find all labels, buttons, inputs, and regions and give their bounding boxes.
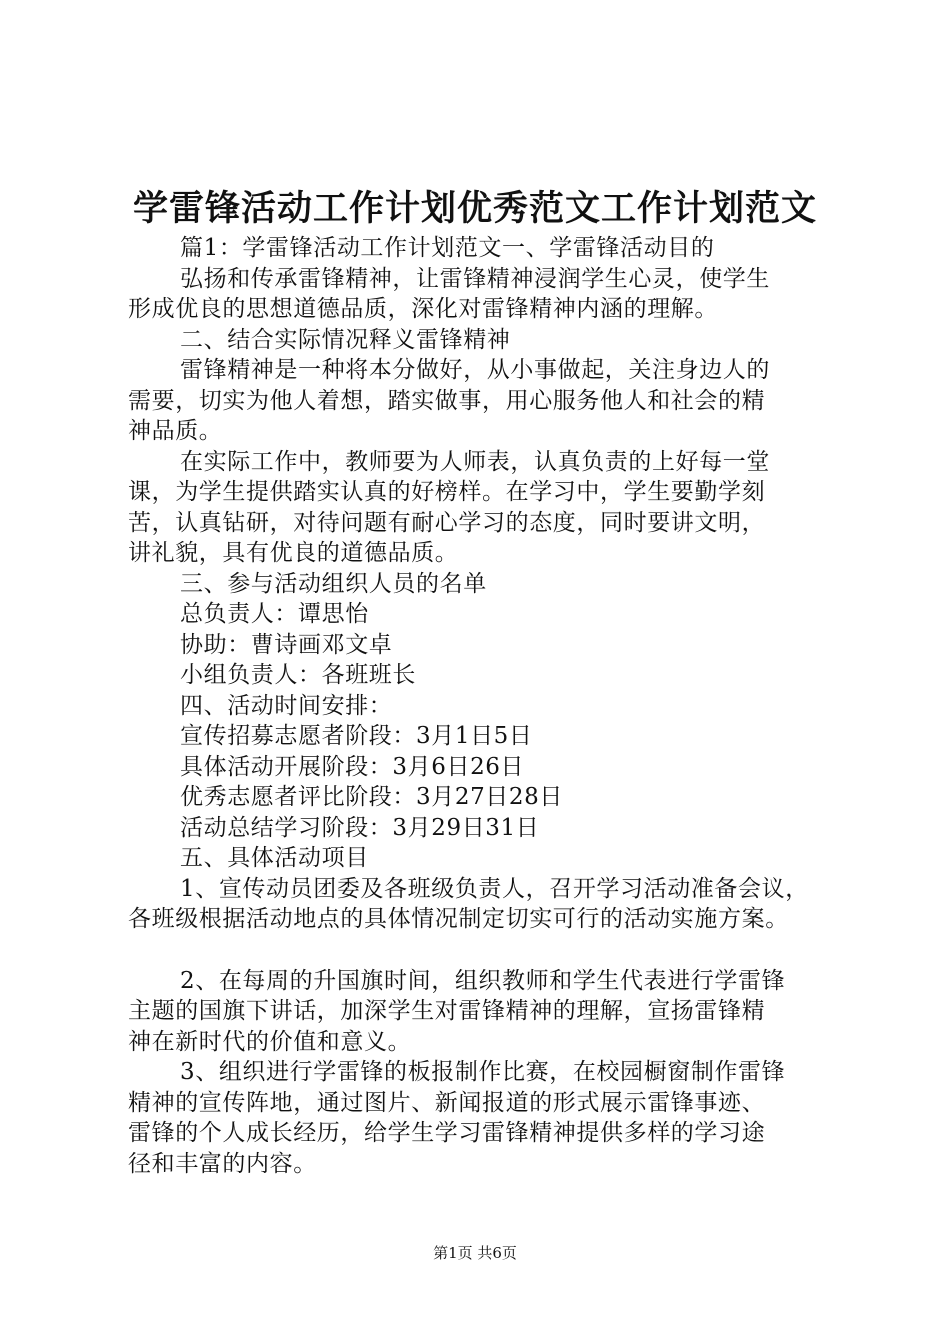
document-body xyxy=(128,233,853,1179)
paragraph-line: 神品质。 xyxy=(128,418,223,444)
section-heading: 五、具体活动项目 xyxy=(180,845,369,871)
paragraph-line: 在实际工作中，教师要为人师表，认真负责的上好每一堂 xyxy=(180,448,770,475)
list-item: 总负责人：谭思怡 xyxy=(180,601,369,627)
list-item: 协助：曹诗画邓文卓 xyxy=(180,631,393,658)
paragraph-line: 各班级根据活动地点的具体情况制定切实可行的活动实施方案。 xyxy=(128,906,789,932)
paragraph-line: 需要，切实为他人着想，踏实做事，用心服务他人和社会的精 xyxy=(128,387,766,414)
schedule-item: 宣传招募志愿者阶段：3月1日5日 xyxy=(180,723,533,749)
paragraph-line: 篇1：学雷锋活动工作计划范文一、学雷锋活动目的 xyxy=(180,235,715,261)
paragraph-line: 主题的国旗下讲话，加深学生对雷锋精神的理解，宣扬雷锋精 xyxy=(128,998,766,1024)
section-heading: 三、参与活动组织人员的名单 xyxy=(180,570,487,597)
paragraph-line: 雷锋精神是一种将本分做好，从小事做起，关注身边人的 xyxy=(180,357,770,383)
document-title: 学雷锋活动工作计划优秀范文工作计划范文 xyxy=(132,188,817,229)
schedule-item: 优秀志愿者评比阶段：3月27日28日 xyxy=(180,784,563,810)
schedule-item: 活动总结学习阶段：3月29日31日 xyxy=(180,814,540,841)
paragraph-line: 苦，认真钻研，对待问题有耐心学习的态度，同时要讲文明， xyxy=(128,509,766,536)
page-number-footer: 第1页 共6页 xyxy=(433,1244,517,1262)
paragraph-line: 弘扬和传承雷锋精神，让雷锋精神浸润学生心灵，使学生 xyxy=(180,265,770,292)
schedule-item: 具体活动开展阶段：3月6日26日 xyxy=(180,753,525,780)
paragraph-line: 雷锋的个人成长经历，给学生学习雷锋精神提供多样的学习途 xyxy=(128,1120,766,1146)
paragraph-line: 3、组织进行学雷锋的板报制作比赛，在校园橱窗制作雷锋 xyxy=(180,1059,786,1085)
paragraph-line: 2、在每周的升国旗时间，组织教师和学生代表进行学雷锋 xyxy=(180,967,786,994)
paragraph-line: 课，为学生提供踏实认真的好榜样。在学习中，学生要勤学刻 xyxy=(128,479,766,505)
paragraph-line: 形成优良的思想道德品质，深化对雷锋精神内涵的理解。 xyxy=(128,296,718,322)
paragraph-line: 1、宣传动员团委及各班级负责人，召开学习活动准备会议， xyxy=(180,875,809,902)
section-heading: 四、活动时间安排： xyxy=(180,692,393,719)
section-heading: 二、结合实际情况释义雷锋精神 xyxy=(180,326,511,353)
list-item: 小组负责人：各班班长 xyxy=(180,662,416,688)
paragraph-line: 径和丰富的内容。 xyxy=(128,1150,317,1177)
blank-line xyxy=(128,935,853,966)
paragraph-line: 讲礼貌，具有优良的道德品质。 xyxy=(128,540,459,566)
paragraph-line: 神在新时代的价值和意义。 xyxy=(128,1028,412,1055)
paragraph-line: 精神的宣传阵地，通过图片、新闻报道的形式展示雷锋事迹、 xyxy=(128,1089,766,1116)
